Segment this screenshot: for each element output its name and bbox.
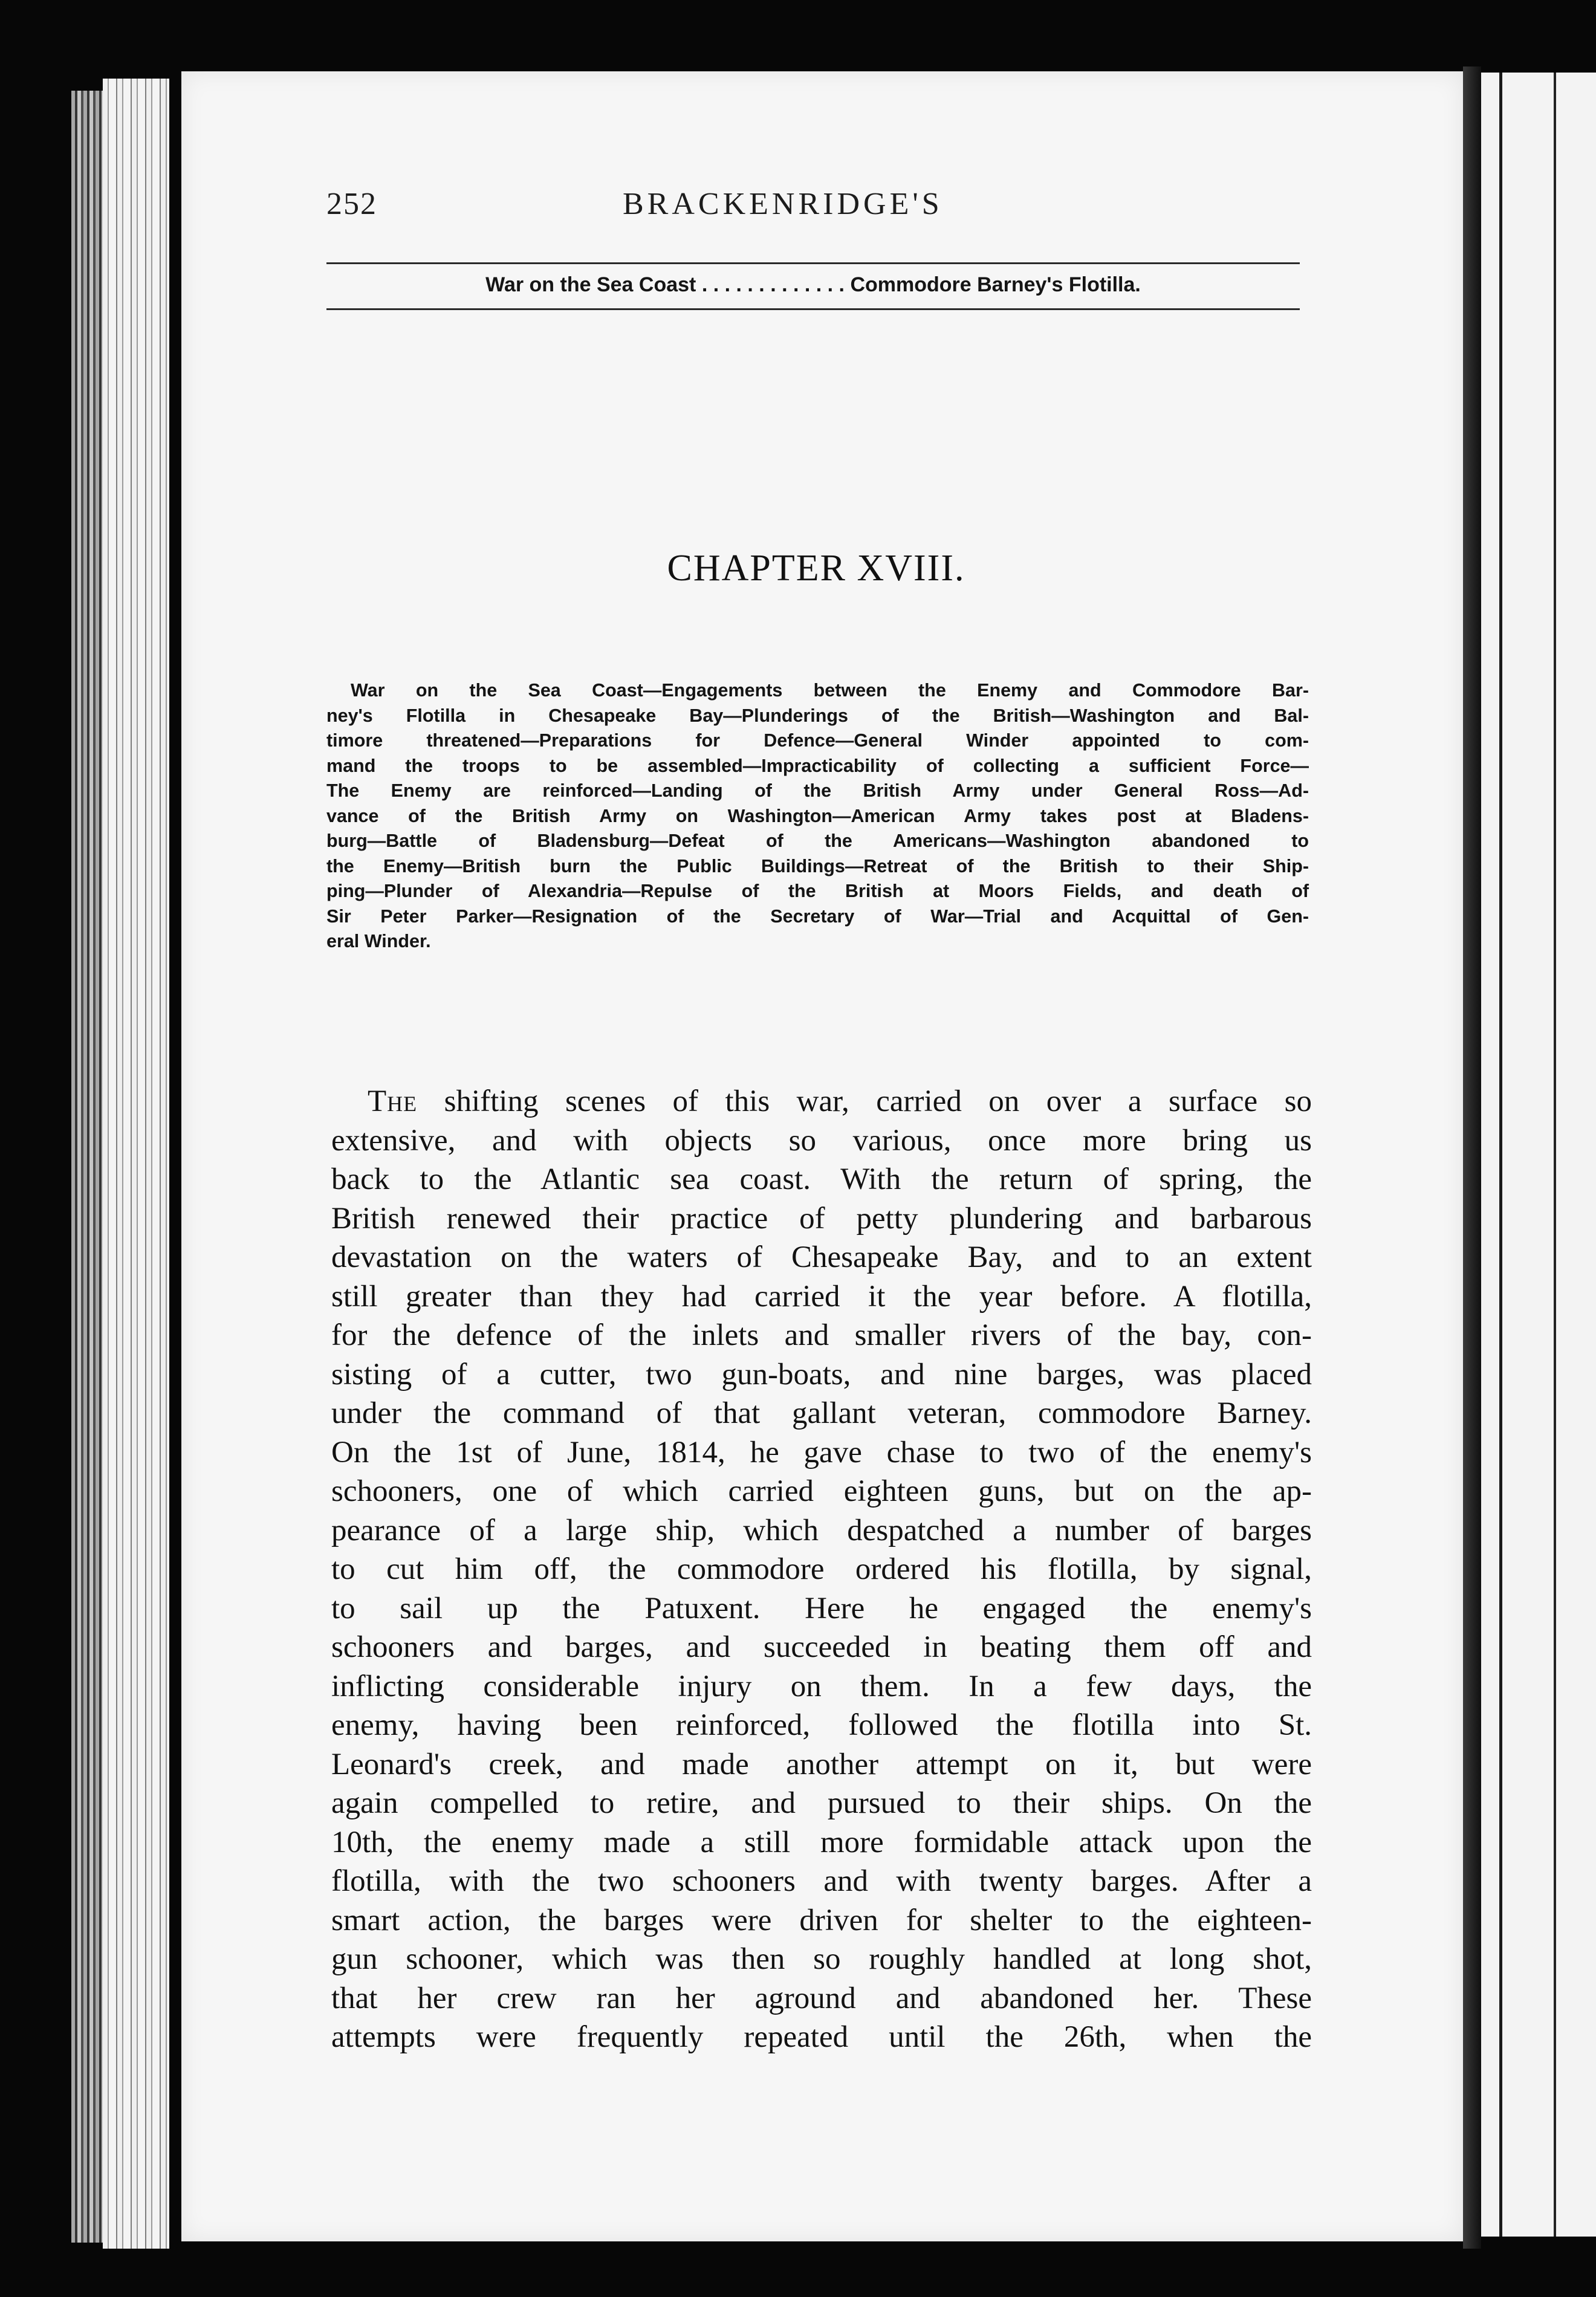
body-line: to sail up the Patuxent. Here he engaged the enemy's	[331, 1591, 1312, 1625]
body-line: for the defence of the inlets and smaller rivers of the bay, con-	[331, 1318, 1312, 1352]
body-line: again compelled to retire, and pursued to their ships. On the	[331, 1786, 1312, 1820]
body-first-line-text: shifting scenes of this war, carried on over a surface so	[444, 1084, 1312, 1118]
body-line: smart action, the barges were driven for shelter to the eighteen-	[331, 1903, 1312, 1937]
synopsis-line: The Enemy are reinforced—Landing of the British Army under General Ross—Ad-	[326, 780, 1309, 801]
book-edge-left	[71, 91, 108, 2243]
body-line: On the 1st of June, 1814, he gave chase to two of the enemy's	[331, 1435, 1312, 1469]
header-rule-bottom	[326, 308, 1300, 312]
book-gutter	[1463, 66, 1481, 2249]
body-line: inflicting considerable injury on them. In a few days, the	[331, 1669, 1312, 1703]
synopsis-line: vance of the British Army on Washington—American Army takes post at Bladens-	[326, 805, 1309, 826]
body-line: flotilla, with the two schooners and with twenty barges. After a	[331, 1864, 1312, 1898]
body-line: that her crew ran her aground and abandoned her. These	[331, 1981, 1312, 2015]
body-line: pearance of a large ship, which despatched a number of barges	[331, 1513, 1312, 1547]
body-line: sisting of a cutter, two gun-boats, and nine barges, was placed	[331, 1357, 1312, 1391]
body-line: extensive, and with objects so various, once more bring us	[331, 1123, 1312, 1158]
subheading-right: Commodore Barney's Flotilla.	[850, 273, 1141, 296]
body-first-line	[331, 1082, 1312, 1121]
body-line: gun schooner, which was then so roughly handled at long shot,	[331, 1942, 1312, 1976]
body-line: under the command of that gallant veteran, commodore Barney.	[331, 1396, 1312, 1430]
facing-page-rule	[1499, 73, 1502, 2237]
body-line: schooners and barges, and succeeded in beating them off and	[331, 1630, 1312, 1664]
opening-word: The	[368, 1084, 418, 1118]
synopsis-line: Sir Peter Parker—Resignation of the Secretary of War—Trial and Acquittal of Gen-	[326, 906, 1309, 927]
subheading-left: War on the Sea Coast	[485, 273, 696, 296]
subheading-leader-dots: . . . . . . . . . . . . .	[696, 273, 851, 296]
chapter-synopsis	[326, 678, 1309, 954]
facing-page-rule-2	[1554, 73, 1556, 2237]
synopsis-line: ney's Flotilla in Chesapeake Bay—Plunderings of the British—Washington and Bal-	[326, 705, 1309, 726]
synopsis-line: ping—Plunder of Alexandria—Repulse of the British at Moors Fields, and death of	[326, 881, 1309, 901]
page-number: 252	[326, 187, 377, 221]
body-line: British renewed their practice of petty plundering and barbarous	[331, 1201, 1312, 1236]
synopsis-line: War on the Sea Coast—Engagements between the Enemy and Commodore Bar-	[351, 680, 1309, 701]
synopsis-line: mand the troops to be assembled—Impracticability of collecting a sufficient Force—	[326, 755, 1309, 776]
synopsis-line: eral Winder.	[326, 931, 431, 951]
page-stack-edges	[103, 79, 169, 2249]
body-line: devastation on the waters of Chesapeake Bay, and to an extent	[331, 1240, 1312, 1274]
body-line: still greater than they had carried it the year before. A flotilla,	[331, 1279, 1312, 1314]
page-header	[326, 186, 1306, 235]
body-line: to cut him off, the commodore ordered his flotilla, by signal,	[331, 1552, 1312, 1586]
header-rule-top	[326, 262, 1300, 267]
facing-page-edge	[1481, 73, 1596, 2237]
body-line: 10th, the enemy made a still more formidable attack upon the	[331, 1825, 1312, 1859]
chapter-title: CHAPTER XVIII.	[667, 548, 965, 589]
body-line: schooners, one of which carried eighteen guns, but on the ap-	[331, 1474, 1312, 1508]
body-text	[331, 1082, 1312, 2057]
synopsis-line: burg—Battle of Bladensburg—Defeat of the Americans—Washington abandoned to	[326, 831, 1309, 851]
running-title: BRACKENRIDGE'S	[623, 187, 943, 221]
body-line: Leonard's creek, and made another attempt on it, but were	[331, 1747, 1312, 1781]
synopsis-line: timore threatened—Preparations for Defence—General Winder appointed to com-	[326, 730, 1309, 751]
body-line: attempts were frequently repeated until the 26th, when the	[331, 2020, 1312, 2054]
body-line: enemy, having been reinforced, followed the flotilla into St.	[331, 1708, 1312, 1742]
body-line: back to the Atlantic sea coast. With the return of spring, the	[331, 1162, 1312, 1196]
section-subheading	[326, 273, 1300, 297]
synopsis-line: the Enemy—British burn the Public Buildings—Retreat of the British to their Ship-	[326, 855, 1309, 876]
